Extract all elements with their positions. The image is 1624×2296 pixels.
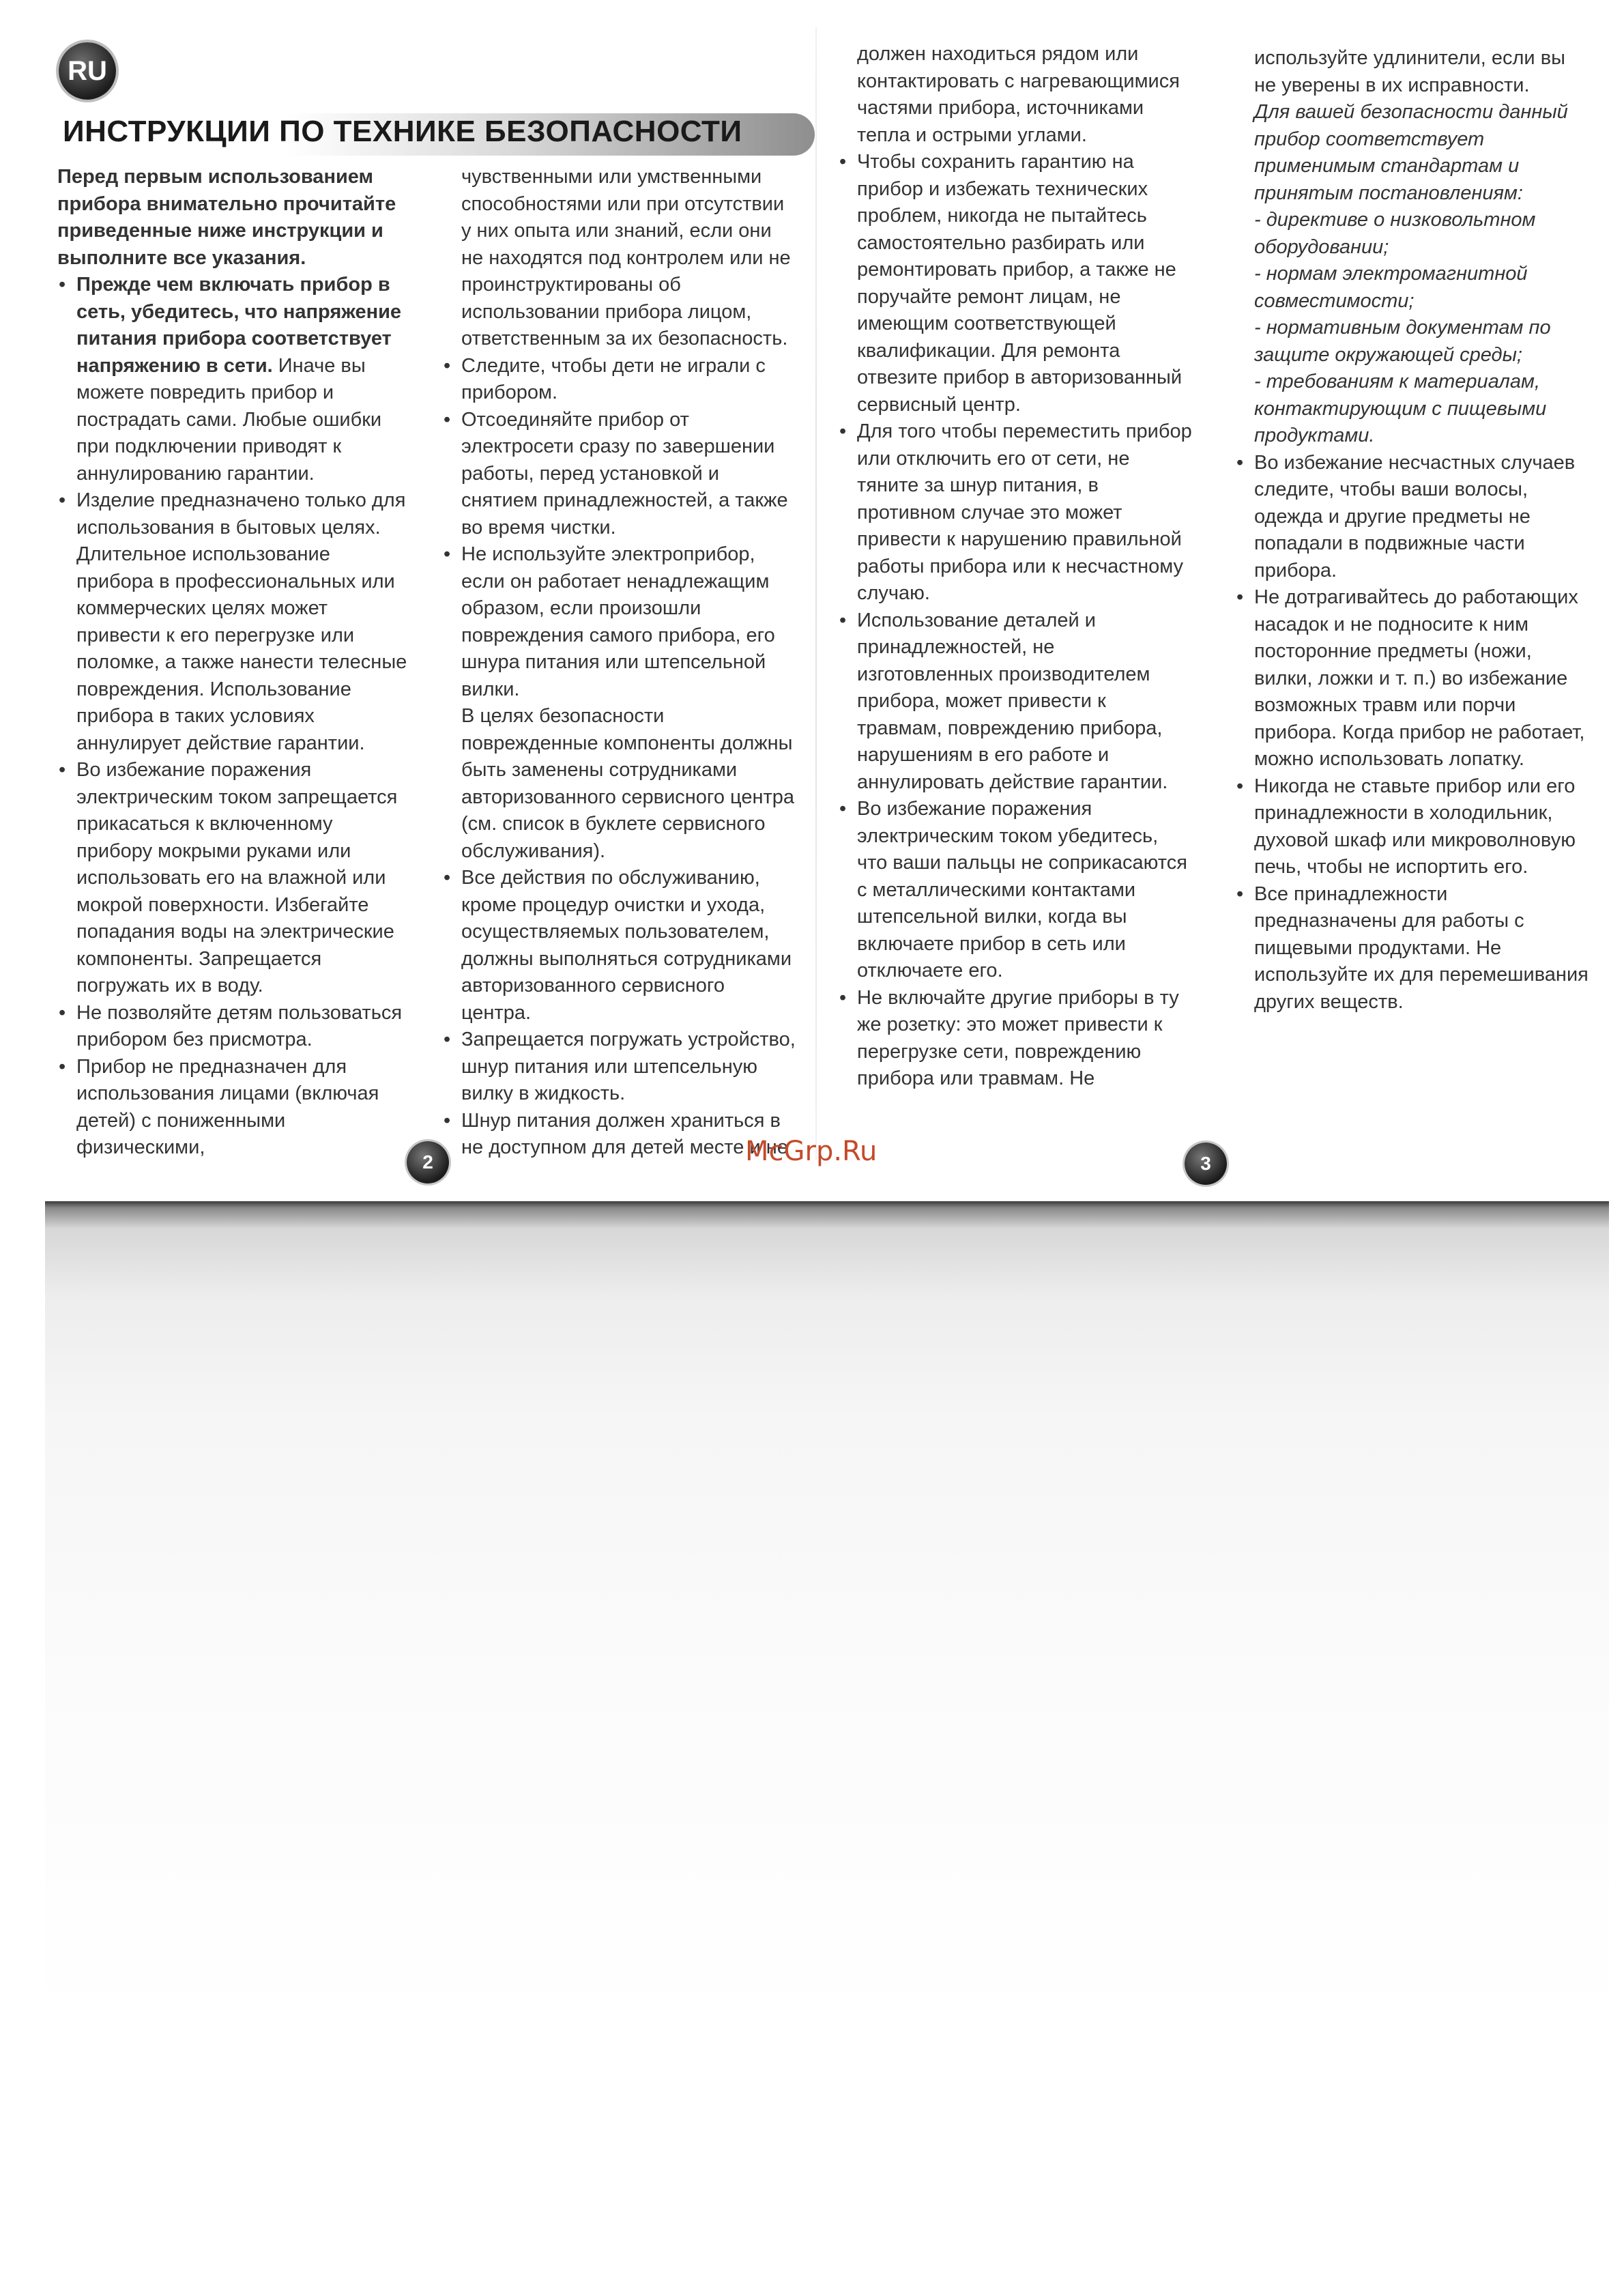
list-item: • Изделие предназначено только для использования в бытовых целях. Длительное использование прибора в профессиональных или коммерческих целях может привести к его перегрузке или поломке, а также нанести телесные повреждения. Использование прибора в таких условиях аннулирует действие гарантии. bbox=[57, 487, 412, 757]
list-item: • Во избежание поражения электрическим током убедитесь, что ваши пальцы не соприкасаются с металлическими контактами штепсельной вилки, когда вы включаете прибор в сеть или отключаете его. bbox=[838, 796, 1193, 985]
list-item: • Чтобы сохранить гарантию на прибор и избежать технических проблем, никогда не пытайтесь самостоятельно разбирать или ремонтировать прибор, а также не поручайте ремонт лицам, не имеющим соответствующей квалификации. Для ремонта отвезите прибор в авторизованный сервисный центр. bbox=[838, 149, 1193, 418]
list-item: • Отсоединяйте прибор от электросети сразу по завершении работы, перед установкой и снятием принадлежностей, а также во время чистки. bbox=[442, 407, 797, 542]
blank-scanned-page bbox=[45, 1201, 1609, 2184]
compliance-item: - требованиям к материалам, контактирующим с пищевыми продуктами. bbox=[1254, 371, 1547, 446]
list-item: • Для того чтобы переместить прибор или отключить его от сети, не тяните за шнур питания, в противном случае это может привести к нарушению правильной работы прибора или к несчастному случаю. bbox=[838, 418, 1193, 607]
list-item: • Не используйте электроприбор, если он работает ненадлежащим образом, если произошли повреждения самого прибора, его шнура питания или штепсельной вилки. bbox=[442, 541, 797, 703]
column-4 bbox=[1235, 45, 1590, 1016]
page-number-right: 3 bbox=[1185, 1143, 1227, 1185]
list-item-continuation: используйте удлинители, если вы не уверены в их исправности. bbox=[1254, 47, 1565, 96]
list-item: • Все принадлежности предназначены для работы с пищевыми продуктами. Не используйте их для перемешивания других веществ. bbox=[1235, 881, 1590, 1016]
instruction-list bbox=[1235, 45, 1590, 1016]
list-item-continuation: чувственными или умственными способностями или при отсутствии у них опыта или знаний, если они не находятся под контролем или не проинструктированы об использовании прибора лицом, ответственным за их безопасность. bbox=[461, 166, 791, 349]
instruction-list bbox=[442, 164, 797, 1162]
list-item-text: Иначе вы можете повредить прибор и пострадать сами. Любые ошибки при подключении приводят к аннулированию гарантии. bbox=[76, 354, 382, 485]
page-number-left: 2 bbox=[407, 1141, 449, 1183]
list-item: • Во избежание поражения электрическим током запрещается прикасаться к включенному прибору мокрыми руками или использовать его на влажной или мокрой поверхности. Избегайте попадания воды на электрические компоненты. Запрещается погружать их в воду. bbox=[57, 757, 412, 1000]
list-item: • Шнур питания должен храниться в не доступном для детей месте и не bbox=[442, 1108, 797, 1162]
list-item-continuation: должен находиться рядом или контактировать с нагревающимися частями прибора, источниками тепла и острыми углами. bbox=[857, 43, 1180, 146]
list-item-continuation: В целях безопасности поврежденные компоненты должны быть заменены сотрудниками авторизованного сервисного центра (см. список в буклете сервисного обслуживания). bbox=[461, 705, 795, 862]
language-badge: RU bbox=[59, 42, 116, 100]
list-item: • Следите, чтобы дети не играли с прибором. bbox=[442, 353, 797, 407]
voltage-warning: Прежде чем включать прибор в сеть, убедитесь, что напряжение питания прибора соответствует напряжению в сети. bbox=[76, 274, 402, 377]
list-item: • Никогда не ставьте прибор или его принадлежности в холодильник, духовой шкаф или микроволновую печь, чтобы не испортить его. bbox=[1235, 773, 1590, 881]
compliance-intro: Для вашей безопасности данный прибор соответствует применимым стандартам и принятым постановлениям: bbox=[1254, 101, 1568, 204]
list-item: • Запрещается погружать устройство, шнур питания или штепсельную вилку в жидкость. bbox=[442, 1027, 797, 1108]
compliance-item: - нормам электромагнитной совместимости; bbox=[1254, 263, 1528, 312]
instruction-list bbox=[838, 41, 1193, 1093]
list-item: • Все действия по обслуживанию, кроме процедур очистки и ухода, осуществляемых пользователем, должны выполняться сотрудниками авторизованного сервисного центра. bbox=[442, 865, 797, 1027]
list-item: • Прибор не предназначен для использования лицами (включая детей) с пониженными физическими, bbox=[57, 1054, 412, 1162]
intro-text: Перед первым использованием прибора внимательно прочитайте приведенные ниже инструкции и выполните все указания. bbox=[57, 166, 396, 269]
list-item: • Использование деталей и принадлежностей, не изготовленных производителем прибора, может привести к травмам, повреждению прибора, нарушениям в его работе и аннулировать действие гарантии. bbox=[838, 607, 1193, 797]
column-2 bbox=[442, 164, 797, 1162]
list-item: • Не позволяйте детям пользоваться прибором без присмотра. bbox=[57, 1000, 412, 1054]
page-fold bbox=[815, 27, 817, 1160]
column-3 bbox=[838, 41, 1193, 1093]
compliance-item: - нормативным документам по защите окружающей среды; bbox=[1254, 317, 1551, 366]
list-item: • Не дотрагивайтесь до работающих насадок и не подносите к ним посторонние предметы (ножи, вилки, ложки и т. п.) во избежание возможных травм или порчи прибора. Когда прибор не работает, можно использовать лопатку. bbox=[1235, 584, 1590, 773]
watermark: McGrp.Ru bbox=[745, 1136, 878, 1167]
column-1 bbox=[57, 164, 412, 1162]
list-item: • Не включайте другие приборы в ту же розетку: это может привести к перегрузке сети, повреждению прибора или травмам. Не bbox=[838, 985, 1193, 1093]
list-item bbox=[57, 272, 412, 487]
list-item: • Во избежание несчастных случаев следите, чтобы ваши волосы, одежда и другие предметы не попадали в подвижные части прибора. bbox=[1235, 450, 1590, 585]
instruction-list bbox=[57, 272, 412, 1162]
page-title: ИНСТРУКЦИИ ПО ТЕХНИКЕ БЕЗОПАСНОСТИ bbox=[63, 115, 742, 148]
compliance-item: - директиве о низковольтном оборудовании; bbox=[1254, 209, 1536, 258]
